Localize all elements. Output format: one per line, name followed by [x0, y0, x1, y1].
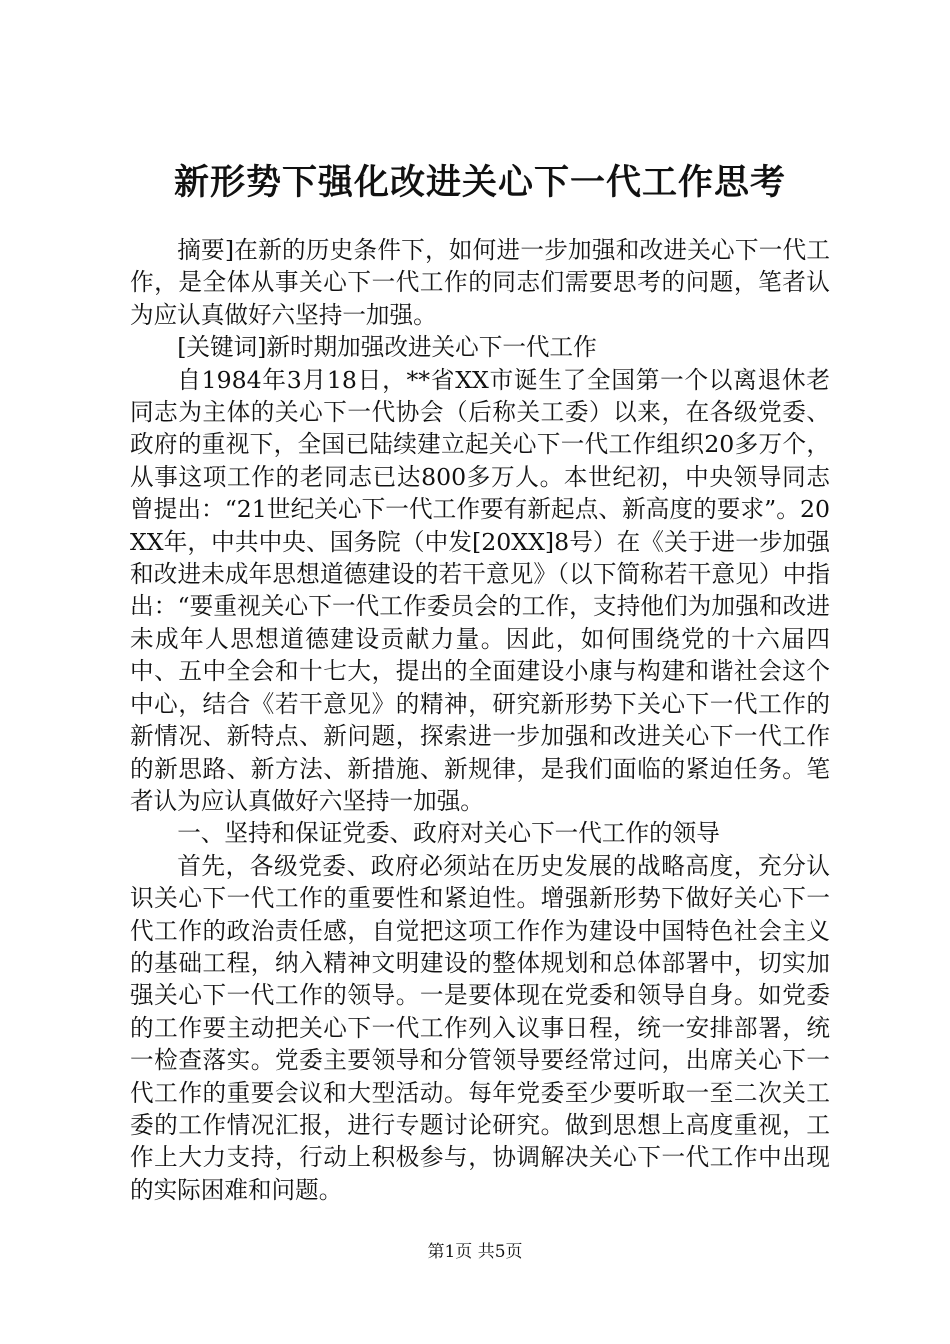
abstract-paragraph: 摘要]在新的历史条件下，如何进一步加强和改进关心下一代工作，是全体从事关心下一代工作的同志们需要思考的问题，笔者认为应认真做好六坚持一加强。 — [130, 236, 830, 329]
document-page — [130, 0, 830, 1344]
introduction-paragraph: 自1984年3月18日，**省XX市诞生了全国第一个以离退休老同志为主体的关心下一代协会（后称关工委）以来，在各级党委、政府的重视下，全国已陆续建立起关心下一代工作组织20多万个，从事这项工作的老同志已达800多万人。本世纪初，中央领导同志曾提出：“21世纪关心下一代工作要有新起点、新高度的要求”。20XX年，中共中央、国务院（中发[20XX]8号）在《关于进一步加强和改进未成年思想道德建设的若干意见》（以下简称若干意见）中指出：“要重视关心下一代工作委员会的工作，支持他们为加强和改进未成年人思想道德建设贡献力量。因此，如何围绕党的十六届四中、五中全会和十七大，提出的全面建设小康与构建和谐社会这个中心，结合《若干意见》的精神，研究新形势下关心下一代工作的新情况、新特点、新问题，探索进一步加强和改进关心下一代工作的新思路、新方法、新措施、新规律，是我们面临的紧迫任务。笔者认为应认真做好六坚持一加强。 — [130, 365, 830, 815]
page-indicator: 第1页 共5页 — [427, 1242, 523, 1262]
document-title: 新形势下强化改进关心下一代工作思考 — [173, 162, 786, 203]
section-1-paragraph: 首先，各级党委、政府必须站在历史发展的战略高度，充分认识关心下一代工作的重要性和紧迫性。增强新形势下做好关心下一代工作的政治责任感，自觉把这项工作作为建设中国特色社会主义的基础工程，纳入精神文明建设的整体规划和总体部署中，切实加强关心下一代工作的领导。一是要体现在党委和领导自身。如党委的工作要主动把关心下一代工作列入议事日程，统一安排部署，统一检查落实。党委主要领导和分管领导要经常过问，出席关心下一代工作的重要会议和大型活动。每年党委至少要听取一至二次关工委的工作情况汇报，进行专题讨论研究。做到思想上高度重视，工作上大力支持，行动上积极参与，协调解决关心下一代工作中出现的实际困难和问题。 — [130, 851, 830, 1204]
keywords-paragraph: [关键词]新时期加强改进关心下一代工作 — [177, 333, 597, 362]
document-body — [130, 234, 830, 1206]
section-heading-1: 一、坚持和保证党委、政府对关心下一代工作的领导 — [177, 819, 720, 848]
